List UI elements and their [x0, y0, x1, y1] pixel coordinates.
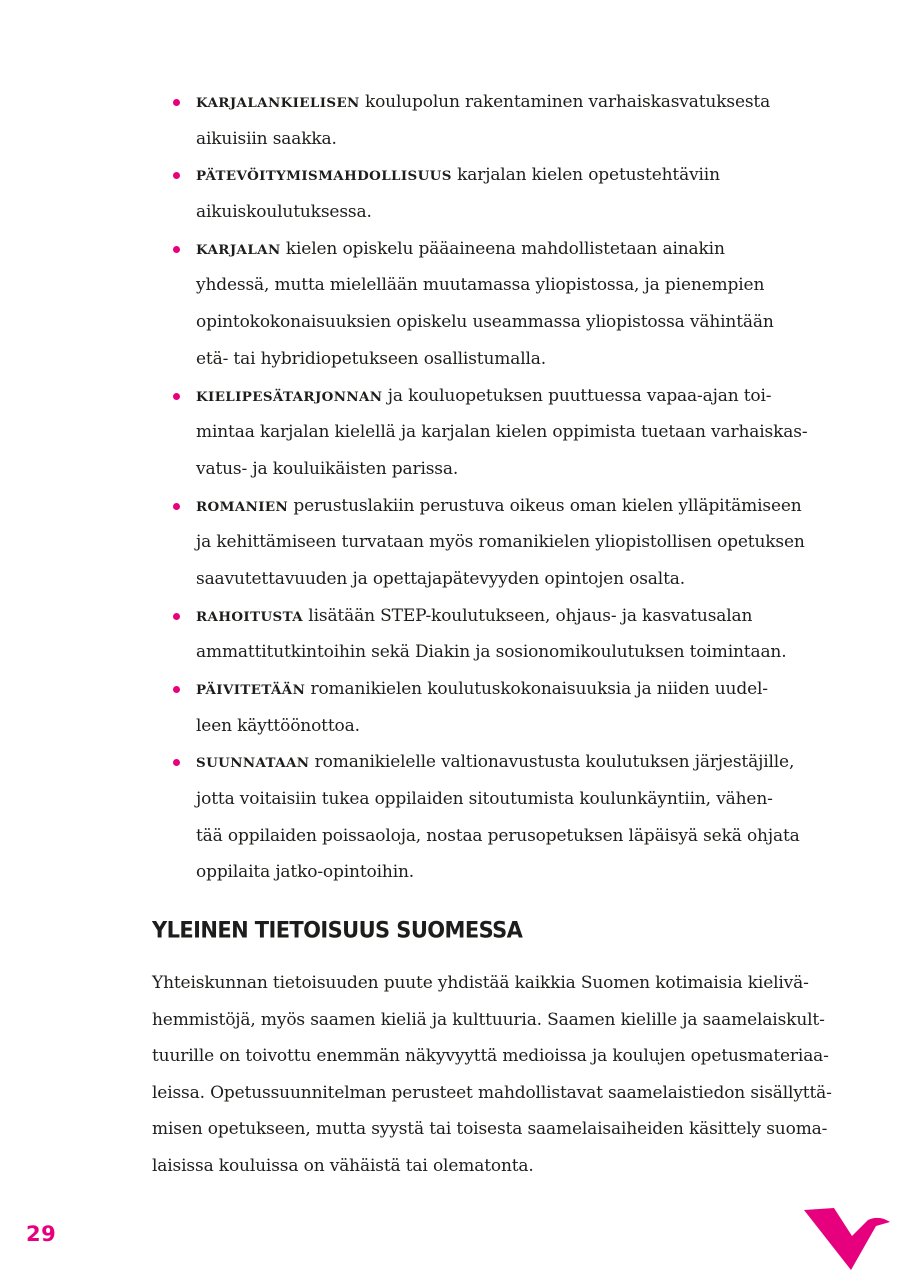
bullet-line	[196, 598, 812, 635]
bullet-dot-icon	[173, 503, 180, 510]
paragraph-line: tuurille on toivottu enemmän näkyvyyttä medioissa ja koulujen opetusmateriaa-	[152, 1046, 829, 1067]
bullet-text: perustuslakiin perustuva oikeus oman kielen ylläpitämiseen	[288, 495, 802, 516]
bullet-dot-icon	[173, 759, 180, 766]
paragraph-line: laisissa kouluissa on vähäistä tai olematonta.	[152, 1155, 534, 1176]
bullet-line	[196, 671, 812, 708]
bullet-line	[196, 84, 812, 121]
bullet-text: ja kouluopetuksen puuttuessa vapaa-ajan toi-	[382, 385, 772, 406]
logo-shape	[804, 1208, 890, 1270]
list-item	[172, 157, 812, 230]
bullet-text: romanikielelle valtionavustusta koulutuksen järjestäjille,	[309, 752, 795, 773]
bullet-lead: KIELIPESÄTARJONNAN	[196, 388, 383, 405]
bullet-line: vatus- ja kouluikäisten parissa.	[196, 458, 459, 479]
bullet-text: romanikielen koulutuskokonaisuuksia ja niiden uudel-	[305, 679, 768, 699]
list-item	[172, 378, 812, 488]
bullet-line: saavutettavuuden ja opettajapätevyyden opintojen osalta.	[196, 568, 685, 589]
list-item	[172, 488, 812, 598]
list-item	[172, 671, 812, 744]
list-item	[172, 744, 812, 891]
bullet-line: etä- tai hybridiopetukseen osallistumalla.	[196, 348, 547, 369]
body-paragraph	[152, 965, 832, 1185]
bullet-line: tää oppilaiden poissaoloja, nostaa perusopetuksen läpäisyä sekä ohjata	[196, 825, 800, 846]
bullet-lead: PÄIVITETÄÄN	[196, 682, 306, 698]
list-item	[172, 598, 812, 671]
bullet-dot-icon	[173, 686, 180, 693]
bullet-lead: KARJALAN	[196, 241, 281, 258]
bullet-lead: PÄTEVÖITYMISMAHDOLLISUUS	[196, 168, 452, 185]
section-heading: YLEINEN TIETOISUUS SUOMESSA	[152, 917, 523, 943]
paragraph-line: misen opetukseen, mutta syystä tai toisesta saamelaisaiheiden käsittely suoma-	[152, 1119, 828, 1140]
bullet-line: opintokokonaisuuksien opiskelu useammassa yliopistossa vähintään	[196, 312, 774, 333]
bullet-text: karjalan kielen opetustehtäviin	[451, 165, 720, 186]
bullet-lead: RAHOITUSTA	[196, 608, 304, 625]
bullet-dot-icon	[173, 613, 180, 620]
list-item	[172, 84, 812, 157]
bullet-line	[196, 231, 812, 268]
bullet-dot-icon	[173, 172, 180, 179]
bullet-text: lisätään STEP-koulutukseen, ohjaus- ja kasvatusalan	[303, 605, 753, 626]
bullet-line	[196, 744, 812, 781]
bullet-lead: SUUNNATAAN	[196, 755, 310, 772]
bullet-dot-icon	[173, 246, 180, 253]
bullet-lead: KARJALANKIELISEN	[196, 95, 360, 111]
bullet-line: aikuisiin saakka.	[196, 128, 337, 149]
paragraph-line: hemmistöjä, myös saamen kieliä ja kulttuuria. Saamen kielille ja saamelaiskult-	[152, 1009, 825, 1030]
bullet-text: koulupolun rakentaminen varhaiskasvatuksesta	[359, 92, 771, 112]
bullet-line: ammattitutkintoihin sekä Diakin ja sosionomikoulutuksen toimintaan.	[196, 642, 787, 663]
bullet-line: mintaa karjalan kielellä ja karjalan kielen oppimista tuetaan varhaiskas-	[196, 422, 808, 443]
bullet-line: ja kehittämiseen turvataan myös romanikielen yliopistollisen opetuksen	[196, 532, 805, 553]
bullet-line: aikuiskoulutuksessa.	[196, 202, 372, 223]
bullet-text: kielen opiskelu pääaineena mahdollistetaan ainakin	[280, 238, 725, 259]
bullet-dot-icon	[173, 99, 180, 106]
bullet-line: oppilaita jatko-opintoihin.	[196, 862, 415, 883]
bullet-line	[196, 157, 812, 194]
paragraph-line: leissa. Opetussuunnitelman perusteet mahdollistavat saamelaistiedon sisällyttä-	[152, 1082, 832, 1103]
page-number: 29	[26, 1222, 57, 1246]
bullet-line: leen käyttöönottoa.	[196, 715, 360, 736]
bullet-line: yhdessä, mutta mielellään muutamassa yliopistossa, ja pienempien	[196, 275, 765, 296]
paragraph-line: Yhteiskunnan tietoisuuden puute yhdistää kaikkia Suomen kotimaisia kielivä-	[152, 973, 809, 993]
bullet-dot-icon	[173, 393, 180, 400]
bullet-line	[196, 488, 812, 525]
bullet-line	[196, 378, 812, 415]
bullet-list	[172, 84, 812, 891]
list-item	[172, 231, 812, 378]
vihreat-v-logo-icon	[804, 1206, 894, 1276]
bullet-line: jotta voitaisiin tukea oppilaiden sitoutumista koulunkäyntiin, vähen-	[196, 789, 773, 810]
bullet-lead: ROMANIEN	[196, 498, 289, 515]
